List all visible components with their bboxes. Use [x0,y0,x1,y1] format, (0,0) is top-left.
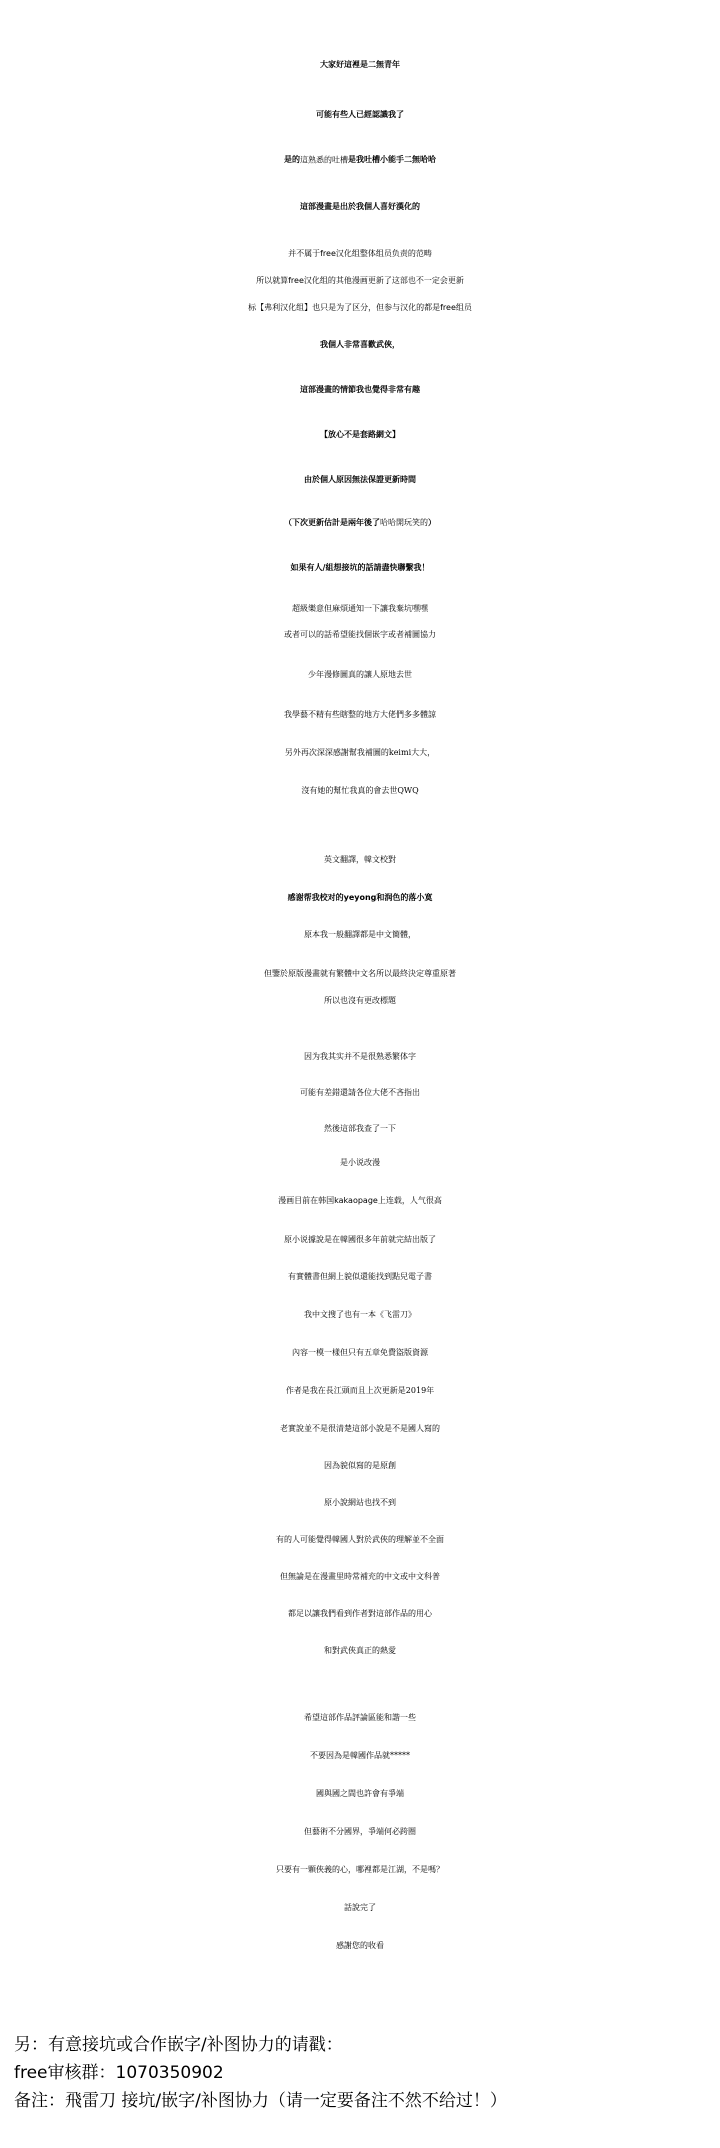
footer-line-3: 备注：飛雷刀 接坑/嵌字/补图协力（请一定要备注不然不给过！） [14,2091,507,2111]
s5-line-3: 國與國之間也許會有爭端 [316,1789,404,1798]
s4-line-17: 和對武俠真正的熱愛 [324,1646,396,1655]
intro-line-3-start: 是的 [284,154,300,164]
intro-line-6: 所以就算free汉化组的其他漫画更新了这部也不一定会更新 [256,276,464,285]
intro-line-1: 大家好這裡是二無青年 [320,59,400,69]
footer-line-2: free审核群：1070350902 [14,2063,224,2083]
s5-line-1: 希望這部作品評論區能和諧一些 [304,1713,416,1722]
s4-line-11: 老實說並不是很清楚這部小說是不是國人寫的 [280,1424,440,1433]
s4-line-14: 有的人可能覺得韓國人對於武俠的理解並不全面 [276,1535,444,1544]
s2-line-1: 我個人非常喜歡武俠， [320,339,400,349]
intro-line-2: 可能有些人已經認識我了 [316,109,404,119]
s4-line-12: 因為貌似寫的是原創 [324,1461,396,1470]
s4-line-6: 原小说據說是在韓國很多年前就完結出版了 [284,1235,436,1244]
s2-line-5-end: ） [428,517,436,527]
s2-line-12: 沒有她的幫忙我真的會去世QWQ [301,786,419,795]
s2-line-6: 如果有人/組想接坑的話請盡快聯繫我！ [290,562,430,572]
s2-line-3: 【放心不是套路網文】 [320,429,400,439]
s4-line-16: 都足以讓我們看到作者對這部作品的用心 [288,1609,432,1618]
s4-line-13: 原小說網站也找不到 [324,1498,396,1507]
s2-line-7: 超級樂意但麻煩通知一下讓我棄坑嘿嘿 [292,604,428,613]
intro-line-7: 标【弗利汉化组】也只是为了区分，但参与汉化的都是free组员 [248,303,472,312]
s3-line-3: 原本我一般翻譯都是中文簡體， [304,930,416,939]
footer-line-1: 另：有意接坑或合作嵌字/补图协力的请戳： [14,2035,343,2055]
s4-line-1: 因为我其实并不是很熟悉繁体字 [304,1052,416,1061]
s5-line-4: 但藝術不分國界，爭端何必跨圈 [304,1827,416,1836]
s5-line-6: 話說完了 [344,1903,376,1912]
s4-line-8: 我中文搜了也有一本《飞雷刀》 [304,1310,416,1319]
s3-line-4: 但鑒於原版漫畫就有繁體中文名所以最終決定尊重原著 [264,969,456,978]
s2-line-4: 由於個人原因無法保證更新時間 [304,474,416,484]
intro-line-3-aside: 這熟悉的吐槽 [300,155,348,165]
intro-line-3 [0,155,720,165]
s4-line-4: 是小说改漫 [340,1158,380,1167]
s5-line-7: 感謝您的收看 [336,1941,384,1950]
s2-line-11: 另外再次深深感謝幫我補圖的keimi大大， [284,748,436,757]
s4-line-5: 漫画目前在韩国kakaopage上连载，人气很高 [278,1196,442,1205]
s5-line-2: 不要因為是韓國作品就***** [310,1751,410,1760]
s2-line-8: 或者可以的話希望能找個嵌字或者補圖協力 [284,630,436,639]
s4-line-9: 內容一模一樣但只有五章免費盜版資源 [292,1348,428,1357]
s2-line-10: 我學藝不精有些瞎整的地方大佬們多多體諒 [284,710,436,719]
intro-line-5: 并不属于free汉化组整体组员负责的范畴 [288,249,432,258]
s5-line-5: 只要有一顆俠義的心，哪裡都是江湖，不是嗎？ [276,1865,444,1874]
s3-line-1: 英文翻譯，韓文校對 [324,855,396,864]
s2-line-2: 這部漫畫的情節我也覺得非常有趣 [300,384,420,394]
s2-line-9: 少年漫修圖真的讓人原地去世 [308,670,412,679]
s4-line-15: 但無論是在漫畫里時常補充的中文或中文科普 [280,1572,440,1581]
intro-line-4: 這部漫畫是出於我個人喜好漢化的 [300,201,420,211]
s3-line-5: 所以也沒有更改標題 [324,996,396,1005]
intro-line-3-end: 是我吐槽小能手二無哈哈 [348,154,436,164]
s4-line-2: 可能有差錯還請各位大佬不吝指出 [300,1088,420,1097]
s2-line-5-start: （下次更新估計是兩年後了 [284,517,380,527]
s2-line-5-aside: 哈哈開玩笑的 [380,518,428,527]
s4-line-3: 然後這部我查了一下 [324,1124,396,1133]
s4-line-7: 有實體書但網上貌似還能找到點兒電子書 [288,1272,432,1281]
s2-line-5 [0,518,720,527]
s4-line-10: 作者是我在長江頭而且上次更新是2019年 [285,1386,435,1395]
s3-line-2: 感谢帮我校对的yeyong和润色的落小寞 [287,893,433,902]
